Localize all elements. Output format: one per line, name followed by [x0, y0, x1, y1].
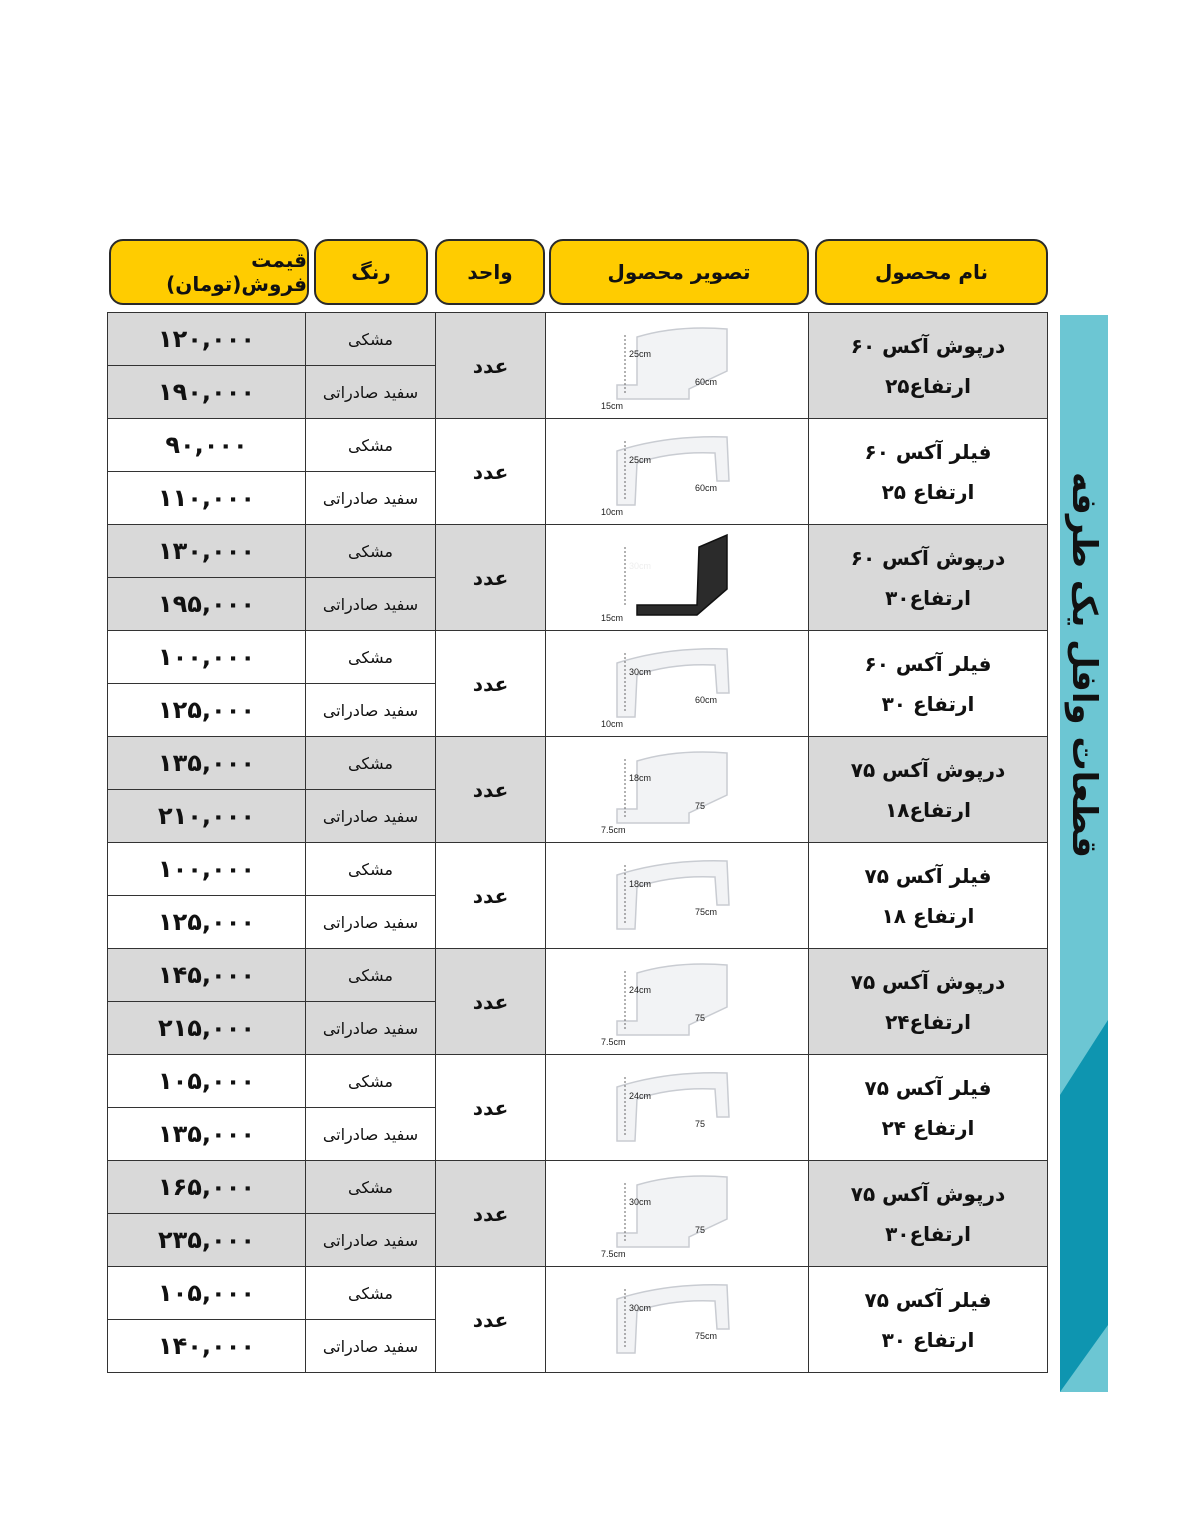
product-name [809, 1055, 1048, 1161]
color-black: مشکی [306, 949, 436, 1002]
product-row-black [108, 843, 1048, 896]
product-image [577, 315, 777, 413]
product-name [809, 313, 1048, 419]
header-unit: واحد [435, 239, 545, 305]
product-row-black [108, 949, 1048, 1002]
color-white: سفید صادراتی [306, 1002, 436, 1055]
product-shape [617, 328, 727, 399]
price-black: ۱۴۵,۰۰۰ [108, 949, 306, 1002]
product-image-cell [546, 949, 809, 1055]
unit: عدد [436, 1267, 546, 1373]
length-dimension-label: 75 [695, 1224, 706, 1235]
unit: عدد [436, 1161, 546, 1267]
height-dimension-label: 30cm [629, 666, 652, 677]
price-white: ۲۱۰,۰۰۰ [108, 790, 306, 843]
color-white: سفید صادراتی [306, 366, 436, 419]
product-image-cell [546, 419, 809, 525]
product-name-line2: ارتفاع۲۴ [885, 1009, 971, 1034]
price-black: ۱۶۵,۰۰۰ [108, 1161, 306, 1214]
unit: عدد [436, 949, 546, 1055]
color-white: سفید صادراتی [306, 896, 436, 949]
unit: عدد [436, 1055, 546, 1161]
product-name-line2: ارتفاع ۱۸ [881, 903, 975, 928]
color-black: مشکی [306, 525, 436, 578]
product-name [809, 525, 1048, 631]
price-black: ۱۳۰,۰۰۰ [108, 525, 306, 578]
product-name-line2: ارتفاع ۳۰ [881, 1327, 975, 1352]
header-image: تصویر محصول [549, 239, 809, 305]
product-image [577, 1057, 777, 1155]
length-dimension-label: 60cm [695, 694, 718, 705]
price-black: ۱۰۰,۰۰۰ [108, 843, 306, 896]
product-name [809, 631, 1048, 737]
length-dimension-label: 75 [695, 800, 706, 811]
height-dimension-label: 30cm [629, 1196, 652, 1207]
color-white: سفید صادراتی [306, 578, 436, 631]
price-black: ۱۳۵,۰۰۰ [108, 737, 306, 790]
product-image [577, 527, 777, 625]
unit: عدد [436, 631, 546, 737]
product-row-black [108, 737, 1048, 790]
price-white: ۱۲۵,۰۰۰ [108, 896, 306, 949]
length-dimension-label: 75 [695, 1012, 706, 1023]
product-row-black [108, 1055, 1048, 1108]
length-dimension-label: 75cm [695, 906, 718, 917]
product-image-cell [546, 631, 809, 737]
color-black: مشکی [306, 631, 436, 684]
color-black: مشکی [306, 843, 436, 896]
product-name-line2: ارتفاع۳۰ [885, 1221, 971, 1246]
product-shape [637, 535, 727, 615]
length-dimension-label: 75cm [695, 1330, 718, 1341]
product-image [577, 633, 777, 731]
header-price: قیمت فروش(تومان) [109, 239, 309, 305]
product-name-line1: فیلر آکس ۷۵ [864, 863, 992, 888]
product-name-line1: درپوش آکس ۷۵ [850, 969, 1006, 994]
side-title [1060, 315, 1108, 1015]
color-white: سفید صادراتی [306, 1108, 436, 1161]
product-name [809, 737, 1048, 843]
product-shape [617, 860, 729, 928]
depth-dimension-label: 15cm [601, 612, 624, 623]
product-image [577, 421, 777, 519]
unit: عدد [436, 843, 546, 949]
color-white: سفید صادراتی [306, 472, 436, 525]
price-white: ۱۱۰,۰۰۰ [108, 472, 306, 525]
color-black: مشکی [306, 1055, 436, 1108]
unit: عدد [436, 313, 546, 419]
product-name-line1: درپوش آکس ۶۰ [850, 545, 1006, 570]
price-black: ۱۲۰,۰۰۰ [108, 313, 306, 366]
product-row-black [108, 631, 1048, 684]
price-black: ۹۰,۰۰۰ [108, 419, 306, 472]
product-row-black [108, 419, 1048, 472]
product-name [809, 419, 1048, 525]
product-name-line2: ارتفاع ۳۰ [881, 691, 975, 716]
price-black: ۱۰۵,۰۰۰ [108, 1267, 306, 1320]
product-shape [617, 648, 729, 716]
product-row-black [108, 1161, 1048, 1214]
product-image-cell [546, 1161, 809, 1267]
product-image [577, 845, 777, 943]
price-white: ۱۳۵,۰۰۰ [108, 1108, 306, 1161]
height-dimension-label: 18cm [629, 772, 652, 783]
product-image-cell [546, 737, 809, 843]
side-title-text: قطعات وافل یک طرفه [1064, 471, 1104, 859]
color-white: سفید صادراتی [306, 1214, 436, 1267]
product-name-line1: درپوش آکس ۶۰ [850, 333, 1006, 358]
product-image-cell [546, 313, 809, 419]
product-image [577, 1163, 777, 1261]
height-dimension-label: 18cm [629, 878, 652, 889]
height-dimension-label: 25cm [629, 454, 652, 465]
product-image [577, 951, 777, 1049]
product-image-cell [546, 1267, 809, 1373]
price-table [107, 312, 1048, 1373]
price-white: ۲۳۵,۰۰۰ [108, 1214, 306, 1267]
product-shape [617, 436, 729, 504]
price-white: ۱۴۰,۰۰۰ [108, 1320, 306, 1373]
product-shape [617, 752, 727, 823]
height-dimension-label: 30cm [629, 1302, 652, 1313]
product-shape [617, 964, 727, 1035]
price-white: ۱۹۰,۰۰۰ [108, 366, 306, 419]
product-name [809, 949, 1048, 1055]
color-white: سفید صادراتی [306, 1320, 436, 1373]
product-image [577, 739, 777, 837]
product-image-cell [546, 843, 809, 949]
depth-dimension-label: 7.5cm [601, 1248, 626, 1259]
depth-dimension-label: 7.5cm [601, 1036, 626, 1047]
product-shape [617, 1072, 729, 1140]
product-name-line1: فیلر آکس ۶۰ [864, 439, 992, 464]
product-row-black [108, 525, 1048, 578]
product-name-line1: فیلر آکس ۶۰ [864, 651, 992, 676]
product-shape [617, 1176, 727, 1247]
unit: عدد [436, 419, 546, 525]
product-row-black [108, 1267, 1048, 1320]
product-name [809, 1161, 1048, 1267]
product-image-cell [546, 1055, 809, 1161]
depth-dimension-label: 7.5cm [601, 824, 626, 835]
depth-dimension-label: 15cm [601, 400, 624, 411]
color-black: مشکی [306, 1161, 436, 1214]
product-shape [617, 1284, 729, 1352]
height-dimension-label: 30cm [629, 560, 652, 571]
length-dimension-label: 60cm [695, 376, 718, 387]
height-dimension-label: 24cm [629, 984, 652, 995]
color-white: سفید صادراتی [306, 684, 436, 737]
depth-dimension-label: 10cm [601, 718, 624, 729]
price-white: ۲۱۵,۰۰۰ [108, 1002, 306, 1055]
product-name-line2: ارتفاع ۲۵ [881, 479, 975, 504]
color-black: مشکی [306, 1267, 436, 1320]
height-dimension-label: 25cm [629, 348, 652, 359]
price-white: ۱۹۵,۰۰۰ [108, 578, 306, 631]
product-name-line2: ارتفاع۳۰ [885, 585, 971, 610]
header-color: رنگ [314, 239, 428, 305]
product-name-line1: فیلر آکس ۷۵ [864, 1075, 992, 1100]
price-black: ۱۰۰,۰۰۰ [108, 631, 306, 684]
product-row-black [108, 313, 1048, 366]
height-dimension-label: 24cm [629, 1090, 652, 1101]
color-white: سفید صادراتی [306, 790, 436, 843]
product-name [809, 1267, 1048, 1373]
price-white: ۱۲۵,۰۰۰ [108, 684, 306, 737]
price-black: ۱۰۵,۰۰۰ [108, 1055, 306, 1108]
product-name-line1: درپوش آکس ۷۵ [850, 1181, 1006, 1206]
color-black: مشکی [306, 313, 436, 366]
product-name-line2: ارتفاع ۲۴ [881, 1115, 975, 1140]
unit: عدد [436, 737, 546, 843]
product-image-cell [546, 525, 809, 631]
length-dimension-label: 75 [695, 1118, 706, 1129]
product-name-line2: ارتفاع۱۸ [885, 797, 971, 822]
length-dimension-label: 60cm [695, 482, 718, 493]
product-name-line2: ارتفاع۲۵ [885, 373, 971, 398]
product-name-line1: درپوش آکس ۷۵ [850, 757, 1006, 782]
depth-dimension-label: 10cm [601, 506, 624, 517]
color-black: مشکی [306, 419, 436, 472]
color-black: مشکی [306, 737, 436, 790]
product-image [577, 1269, 777, 1367]
product-name [809, 843, 1048, 949]
unit: عدد [436, 525, 546, 631]
product-name-line1: فیلر آکس ۷۵ [864, 1287, 992, 1312]
header-name: نام محصول [815, 239, 1048, 305]
